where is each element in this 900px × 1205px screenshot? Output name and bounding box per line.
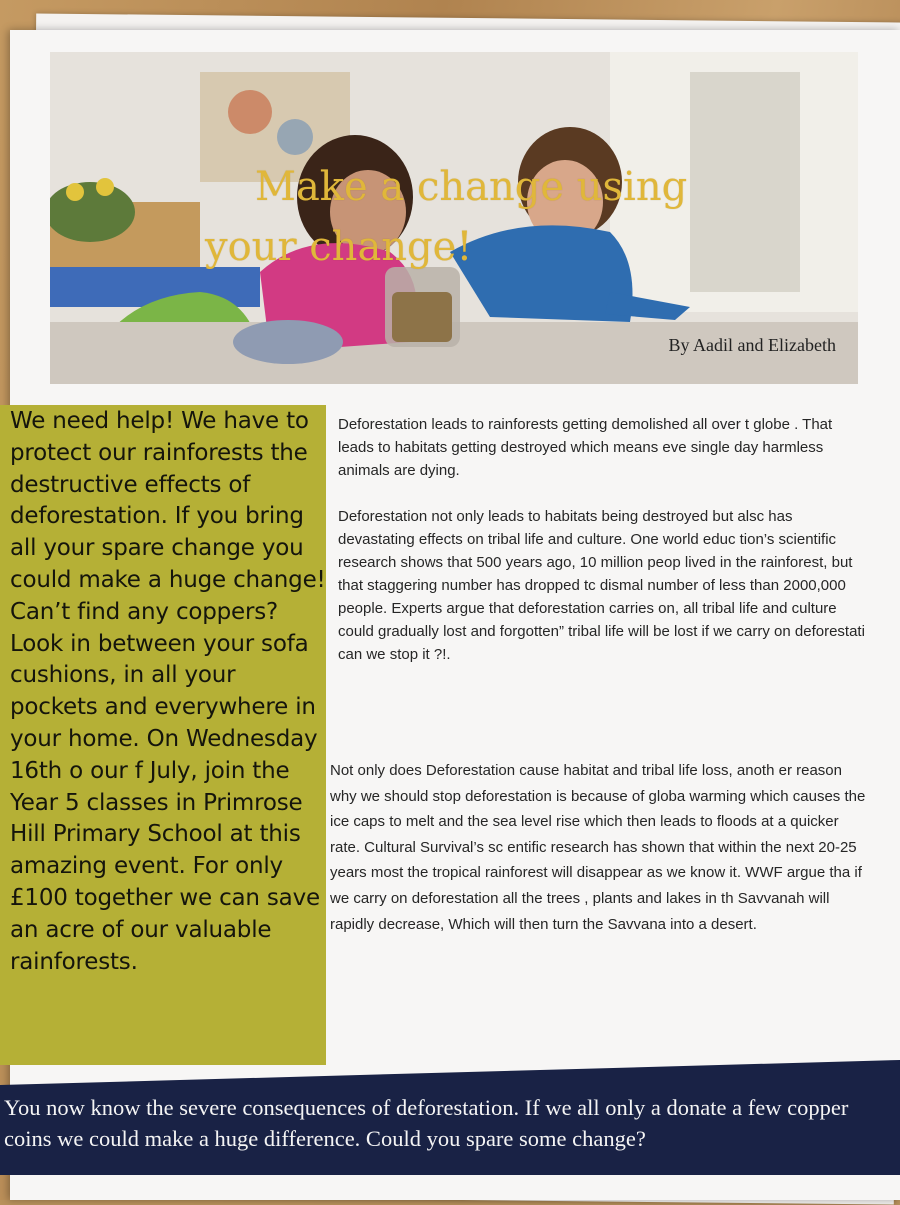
article-paragraph-3: Not only does Deforestation cause habitat and tribal life loss, anoth er reason why we should stop deforestation is because of globa warming which causes the ice caps to melt and the sea level rise which then leads to floods at a quicker rate. Cultural Survival’s sc entific research has shown that within the next 20-25 years most the tropical rainforest will disappear as we know it. WWF argue tha if we carry on deforestation all the trees , plants and lakes in th Savvanah will rapidly decrease, Which will then turn the Savvana into a desert. (330, 762, 866, 933)
byline: By Aadil and Elizabeth (668, 335, 836, 355)
article-paragraph-2: Deforestation not only leads to habitats being destroyed but alsc has devastating effects on tribal life and culture. One world educ tion’s scientific research shows that 500 years ago, 10 million peop lived in the rainforest, but that staggering number has dropped tc dismal number of less than 2000,000 people. Experts argue that deforestation carries on, all tribal life and culture could gradually lost and forgotten” tribal life will be lost if we carry on deforestati can we stop it ?!. (338, 508, 865, 663)
footer-banner-text: You now know the severe consequences of deforestation. If we all only a donate a few copper coins we could make a huge difference. Could you spare some change? (4, 1095, 849, 1151)
title-line-2: your change! (205, 224, 473, 270)
hero-title (205, 157, 775, 277)
article-paragraph-1: Deforestation leads to rainforests getting demolished all over t globe . That leads to habitats getting destroyed which means eve single day harmless animals are dying. (338, 416, 833, 479)
sidebar-appeal-text: We need help! We have to protect our rainforests the destructive effects of deforestation. If you bring all your spare change you could make a huge change! Can’t find any coppers? Look in between your sofa cushions, in all your pockets and everywhere in your home. On Wednesday 16th o our f July, join the Year 5 classes in Primrose Hill Primary School at this amazing event. For only £100 together we can save an acre of our valuable rainforests. (10, 408, 326, 975)
hero-photo (50, 52, 858, 384)
title-line-1: Make a change using (255, 164, 688, 210)
